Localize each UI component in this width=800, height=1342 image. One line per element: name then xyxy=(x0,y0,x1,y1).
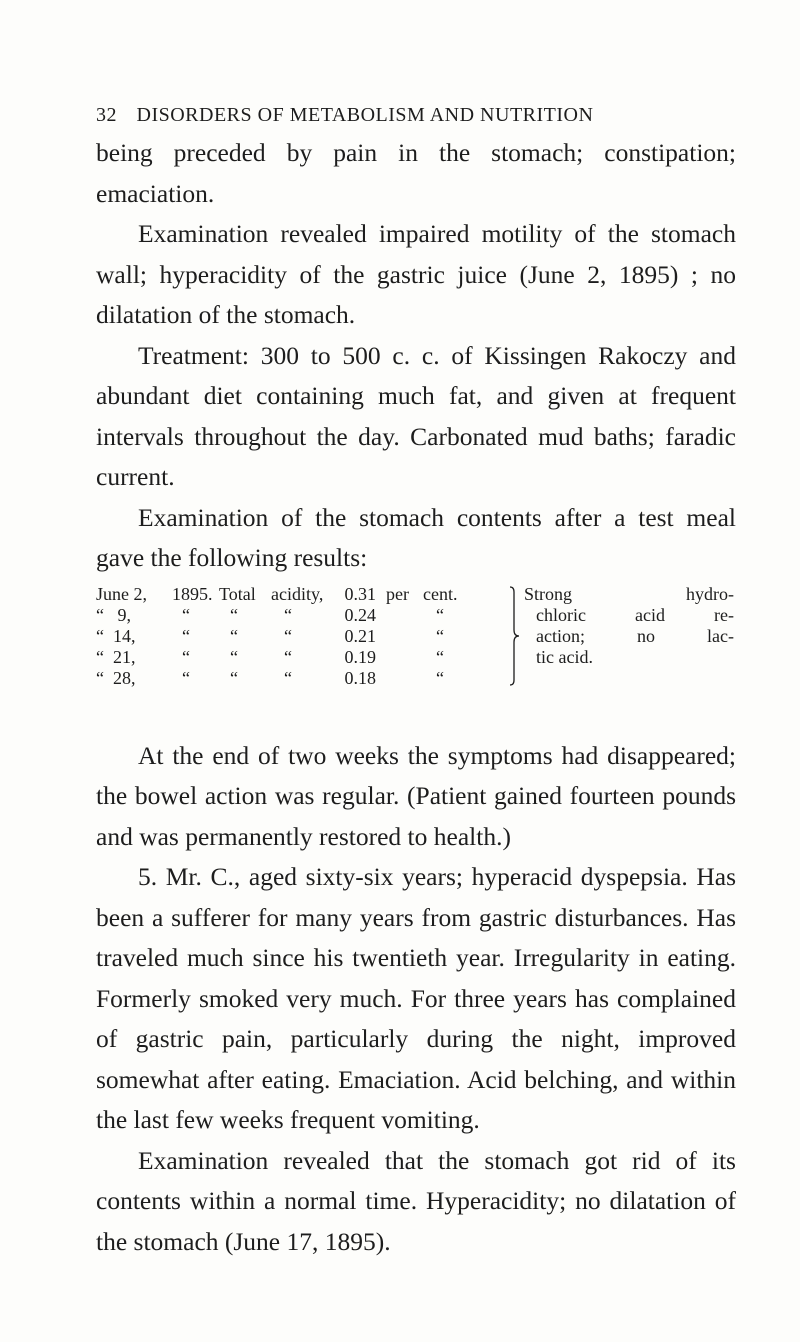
running-head xyxy=(96,104,736,127)
row-per: “ xyxy=(436,625,444,646)
row-date: June 2, xyxy=(96,583,147,604)
row-year: “ xyxy=(182,625,190,646)
row-acidity: “ xyxy=(284,625,292,646)
row-total: “ xyxy=(230,646,238,667)
row-year: “ xyxy=(182,646,190,667)
row-value: 0.21 xyxy=(344,625,376,646)
paragraph-2: Examination revealed impaired motility of the stomach wall; hyperacidity of the gastric juice (June 2, 1895) ; no dilatation of the stomach. xyxy=(96,219,736,329)
results-table xyxy=(96,584,736,736)
row-acidity: “ xyxy=(284,667,292,688)
row-total: Total xyxy=(219,583,256,604)
row-value: 0.31 xyxy=(344,583,376,604)
row-date: “ 14, xyxy=(96,625,136,646)
right-brace-icon xyxy=(506,584,526,688)
row-cent: cent. xyxy=(423,583,458,604)
row-total: “ xyxy=(230,604,238,625)
table-row xyxy=(96,668,516,689)
paragraph-1: being preceded by pain in the stomach; constipation; emaciation. xyxy=(96,138,736,208)
note-line: tic acid. xyxy=(536,646,593,667)
running-title: DISORDERS OF METABOLISM AND NUTRITION xyxy=(136,104,594,126)
row-acidity: “ xyxy=(284,646,292,667)
results-note xyxy=(524,584,734,668)
paragraph-7: Examination revealed that the stomach got rid of its contents within a normal time. Hyperacidity; no dilatation of the stomach (June 17, 1895). xyxy=(96,1145,736,1256)
row-date: “ 9, xyxy=(96,604,131,625)
note-line: chloric acid re- xyxy=(536,604,734,625)
note-line: action; no lac- xyxy=(536,625,734,646)
note-line: Strong hydro- xyxy=(524,583,734,604)
row-value: 0.18 xyxy=(344,667,376,688)
table-row xyxy=(96,647,516,668)
table-row xyxy=(96,626,516,647)
paragraph-5: At the end of two weeks the symptoms had disappeared; the bowel action was regular. (Patient gained fourteen pounds and was permanently restored to health.) xyxy=(96,740,736,851)
row-year: “ xyxy=(182,604,190,625)
paragraph-3: Treatment: 300 to 500 c. c. of Kissingen Rakoczy and abundant diet containing much fat, and given at frequent intervals throughout the day. Carbonated mud baths; faradic current. xyxy=(96,340,736,491)
row-date: “ 21, xyxy=(96,646,136,667)
row-year: “ xyxy=(182,667,190,688)
row-per: “ xyxy=(436,646,444,667)
row-total: “ xyxy=(230,667,238,688)
row-per: per xyxy=(386,583,409,604)
row-per: “ xyxy=(436,667,444,688)
row-per: “ xyxy=(436,604,444,625)
table-row xyxy=(96,605,516,626)
row-value: 0.24 xyxy=(344,604,376,625)
row-value: 0.19 xyxy=(344,646,376,667)
body-text xyxy=(96,133,736,1262)
row-acidity: acidity, xyxy=(271,583,324,604)
table-row xyxy=(96,584,516,605)
row-date: “ 28, xyxy=(96,667,136,688)
paragraph-4: Examination of the stomach contents after a test meal gave the following results: xyxy=(96,502,736,572)
row-total: “ xyxy=(230,625,238,646)
paragraph-6: 5. Mr. C., aged sixty-six years; hyperacid dyspepsia. Has been a sufferer for many years from gastric disturbances. Has traveled much since his twentieth year. Irregularity in eating. Formerly smoked very much. For three years has complained of gastric pain, particularly during the night, improved somewhat after eating. Emaciation. Acid belching, and within the last few weeks frequent vomiting. xyxy=(96,862,736,1134)
row-year: 1895. xyxy=(172,583,213,604)
page-number: 32 xyxy=(96,104,117,126)
row-acidity: “ xyxy=(284,604,292,625)
